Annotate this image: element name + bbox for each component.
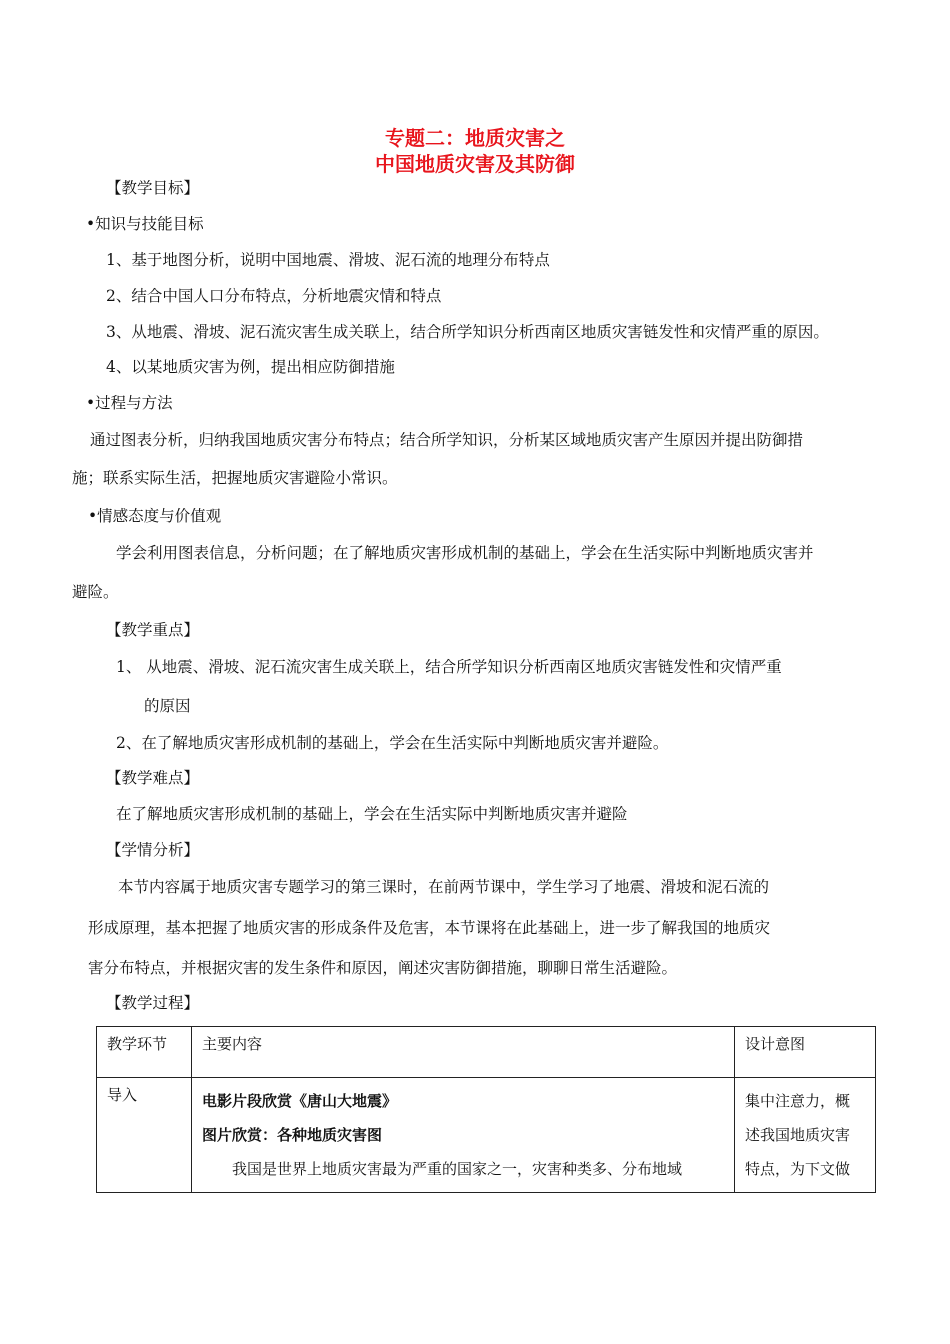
emotion-text-1: 学会利用图表信息，分析问题；在了解地质灾害形成机制的基础上，学会在生活实际中判断地质灾害并 (116, 544, 814, 562)
teaching-process-table (96, 1026, 876, 1193)
content-movie-clip: 电影片段欣赏《唐山大地震》 (202, 1092, 398, 1110)
objectives-heading: 【教学目标】 (106, 179, 200, 197)
knowledge-heading: •知识与技能目标 (86, 215, 204, 233)
analysis-line-1: 本节内容属于地质灾害专题学习的第三课时，在前两节课中，学生学习了地震、滑坡和泥石流的 (118, 878, 770, 896)
table-header-content: 主要内容 (192, 1027, 735, 1078)
key-point-1-line1: 1、 从地震、滑坡、泥石流灾害生成关联上，结合所学知识分析西南区地质灾害链发性和灾情严重 (116, 658, 782, 676)
content-picture-view: 图片欣赏：各种地质灾害图 (202, 1126, 383, 1144)
intent-line-1: 集中注意力，概 (745, 1092, 851, 1110)
document-title-line1: 专题二：地质灾害之 (385, 126, 565, 150)
analysis-line-2: 形成原理，基本把握了地质灾害的形成条件及危害，本节课将在此基础上，进一步了解我国的地质灾 (88, 919, 771, 937)
difficulties-text: 在了解地质灾害形成机制的基础上，学会在生活实际中判断地质灾害并避险 (116, 805, 628, 823)
intent-line-2: 述我国地质灾害 (745, 1126, 851, 1144)
table-header-row (97, 1027, 876, 1078)
table-header-stage: 教学环节 (97, 1027, 192, 1078)
process-method-text-1: 通过图表分析，归纳我国地质灾害分布特点；结合所学知识，分析某区域地质灾害产生原因并提出防御措 (90, 431, 804, 449)
objective-item-1: 1、基于地图分析，说明中国地震、滑坡、泥石流的地理分布特点 (106, 251, 550, 269)
difficulties-heading: 【教学难点】 (106, 769, 200, 787)
document-title-line2: 中国地质灾害及其防御 (375, 152, 575, 176)
table-header-intent: 设计意图 (735, 1027, 876, 1078)
analysis-heading: 【学情分析】 (106, 841, 200, 859)
objective-item-4: 4、以某地质灾害为例，提出相应防御措施 (106, 358, 395, 376)
analysis-line-3: 害分布特点，并根据灾害的发生条件和原因，阐述灾害防御措施，聊聊日常生活避险。 (88, 959, 678, 977)
emotion-heading: •情感态度与价值观 (88, 507, 222, 525)
key-points-heading: 【教学重点】 (106, 621, 200, 639)
content-paragraph: 我国是世界上地质灾害最为严重的国家之一，灾害种类多、分布地域 (232, 1160, 683, 1178)
key-point-1-line2: 的原因 (144, 697, 191, 715)
process-method-text-2: 施；联系实际生活，把握地质灾害避险小常识。 (72, 469, 398, 487)
table-cell-intent (735, 1078, 876, 1193)
table-cell-content (192, 1078, 735, 1193)
table-cell-stage: 导入 (97, 1078, 192, 1193)
objective-item-2: 2、结合中国人口分布特点，分析地震灾情和特点 (106, 287, 442, 305)
key-point-2: 2、在了解地质灾害形成机制的基础上，学会在生活实际中判断地质灾害并避险。 (116, 734, 669, 752)
intent-line-3: 特点，为下文做 (745, 1160, 851, 1178)
objective-item-3: 3、从地震、滑坡、泥石流灾害生成关联上，结合所学知识分析西南区地质灾害链发性和灾情严重的原因。 (106, 323, 829, 341)
process-method-heading: •过程与方法 (86, 394, 173, 412)
table-row (97, 1078, 876, 1193)
emotion-text-2: 避险。 (72, 583, 119, 601)
process-heading: 【教学过程】 (106, 994, 200, 1012)
